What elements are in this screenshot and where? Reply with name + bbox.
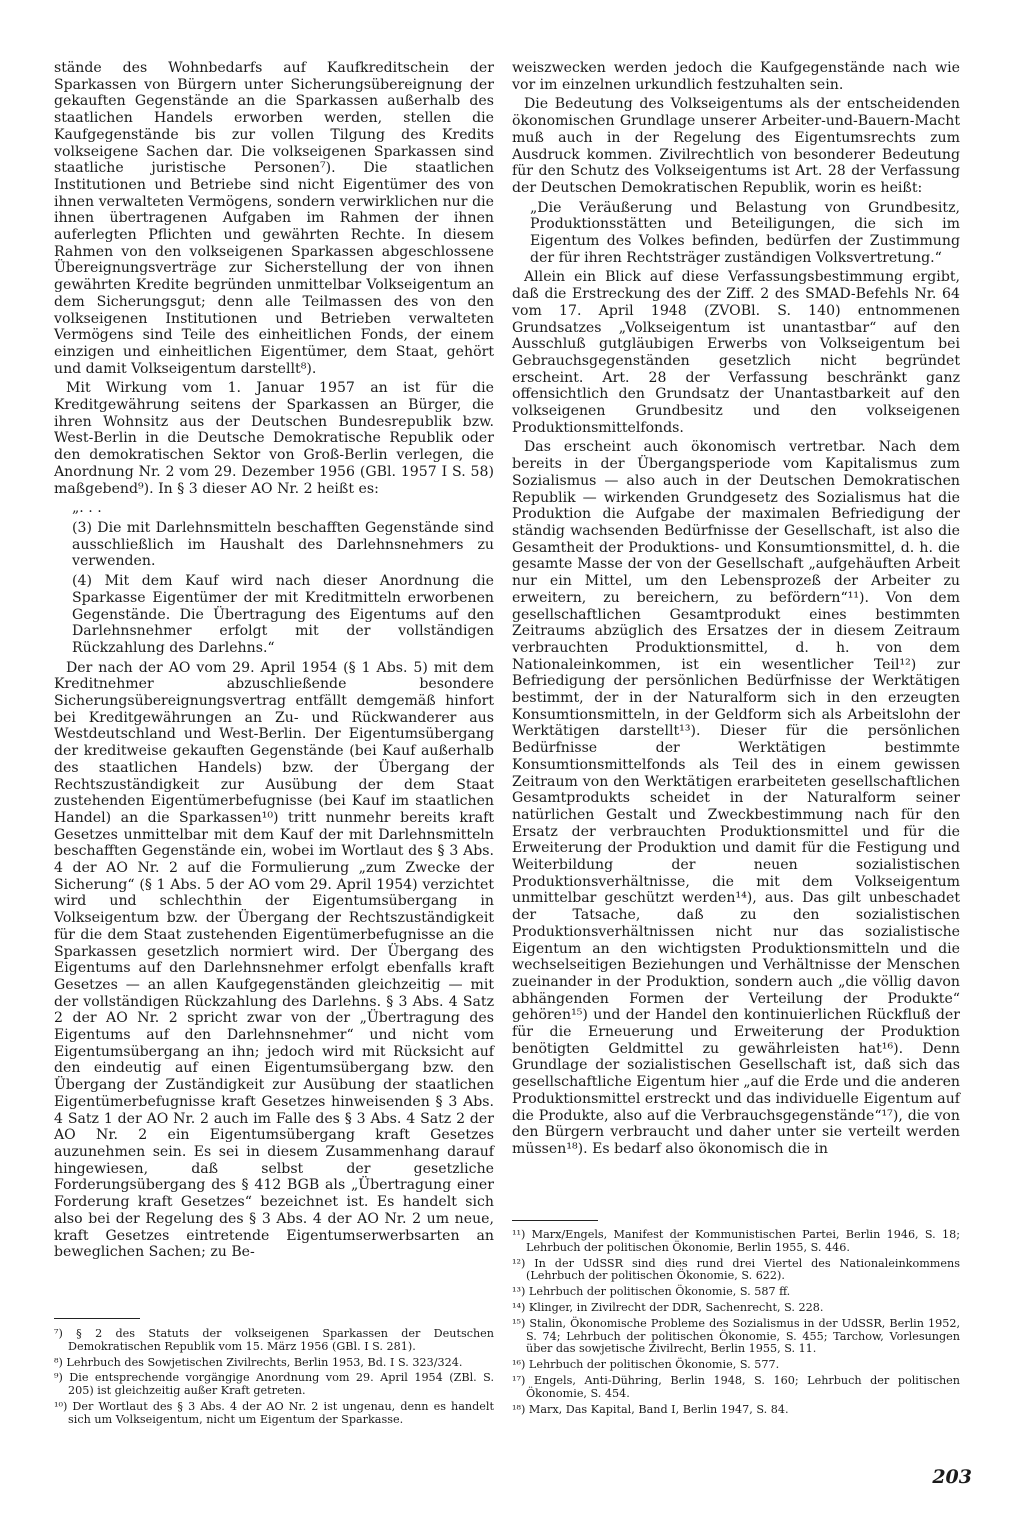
footnote-separator [54, 1318, 140, 1319]
footnote: ¹⁰) Der Wortlaut des § 3 Abs. 4 der AO Nr. 2 ist ungenau, denn es handelt sich um Volkseigentum, nicht um Eigentum der Sparkasse. [54, 1399, 494, 1426]
page-number: 203 [932, 1466, 972, 1488]
footnotes-left [54, 1328, 494, 1430]
paragraph: weiszwecken werden jedoch die Kaufgegenstände nach wie vor im einzelnen urkundlich festzuhalten sein. [512, 60, 960, 93]
footnote: ⁷) § 2 des Statuts der volkseigenen Sparkassen der Deutschen Demokratischen Republik vom 15. März 1956 (GBl. I S. 281). [54, 1327, 494, 1353]
footnote: ⁹) Die entsprechende vorgängige Anordnung vom 29. April 1954 (ZBl. S. 205) ist gleichzeitig außer Kraft getreten. [54, 1371, 494, 1398]
left-column [54, 60, 494, 1261]
right-column [512, 60, 960, 1158]
footnotes-right [512, 1229, 960, 1419]
paragraph: stände des Wohnbedarfs auf Kaufkreditschein der Sparkassen von Bürgern unter Sicherungsübereignung der gekauften Gegenstände an die Sparkassen außerhalb des staatlichen Handels erworben werden, stellen die Kaufgegenstände bis zur vollen Tilgung des Kredits volkseigene Sachen dar. Die volkseigenen Sparkassen sind staatliche juristische Personen⁷). Die staatlichen Institutionen und Betriebe sind nicht Eigentümer des von ihnen verwalteten Vermögens, sondern verwirklichen nur die ihnen übertragenen Aufgaben im Rahmen der ihnen auferlegten Pflichten und gewährten Rechte. In diesem Rahmen von den volkseigenen Sparkassen abgeschlossene Übereignungsverträge zur Sicherstellung der von ihnen gewährten Kredite begründen unmittelbar Volkseigentum an dem Sicherungsgut; denn alle Teilmassen des von den volkseigenen Institutionen und Betrieben verwalteten Vermögens sind Teile des einheitlichen Fonds, der einem einzigen und einheitlichen Eigentümer, dem Staat, gehört und damit Volkseigentum darstellt⁸). [54, 60, 494, 377]
quote-paragraph: (3) Die mit Darlehnsmitteln beschafften Gegenstände sind ausschließlich im Haushalt des Darlehnsnehmers zu verwenden. [72, 519, 494, 570]
paragraph: Der nach der AO vom 29. April 1954 (§ 1 Abs. 5) mit dem Kreditnehmer abzuschließende besondere Sicherungsübereignungsvertrag entfällt demgemäß hinfort bei Kreditgewährungen an Zu- und Rückwanderer aus Westdeutschland und West-Berlin. Der Eigentumsübergang der kreditweise gekauften Gegenstände (bei Kauf außerhalb des staatlichen Handels) bzw. der Übergang der Rechtszuständigkeit zur Ausübung der dem Staat zustehenden Eigentümerbefugnisse (bei Kauf im staatlichen Handel) an die Sparkassen¹⁰) tritt nunmehr bereits kraft Gesetzes unmittelbar mit dem Kauf der mit Darlehnsmitteln beschafften Gegenstände ein, wobei im Wortlaut des § 3 Abs. 4 der AO Nr. 2 auf die Formulierung „zum Zwecke der Sicherung“ (§ 1 Abs. 5 der AO vom 29. April 1954) verzichtet wird und schlechthin der Eigentumsübergang in Volkseigentum bzw. der Übergang der Rechtszuständigkeit für die dem Staat zustehenden Eigentümerbefugnisse an die Sparkassen gesetzlich normiert wird. Der Übergang des Eigentums auf den Darlehnsnehmer erfolgt ebenfalls kraft Gesetzes — an allen Kaufgegenständen gleichzeitig — mit der vollständigen Rückzahlung des Darlehns. § 3 Abs. 4 Satz 2 der AO Nr. 2 spricht zwar von der „Übertragung des Eigentums auf den Darlehnsnehmer“ und nicht vom Eigentumsübergang an ihn; jedoch wird mit Rücksicht auf den eindeutig auf einen Eigentumsübergang bzw. den Übergang der Zuständigkeit zur Ausübung der staatlichen Eigentümerbefugnisse kraft Gesetzes hinweisenden § 3 Abs. 4 Satz 1 der AO Nr. 2 auch im Falle des § 3 Abs. 4 Satz 2 der AO Nr. 2 ein Eigentumsübergang kraft Gesetzes auzunehmen sein. Es sei in diesem Zusammenhang darauf hingewiesen, daß selbst der gesetzliche Forderungsübergang des § 412 BGB als „Übertragung einer Forderung kraft Gesetzes“ bezeichnet ist. Es handelt sich also bei der Regelung des § 3 Abs. 4 der AO Nr. 2 um neue, kraft Gesetzes eintretende Eigentumserwerbsarten an beweglichen Sachen; zu Be- [54, 659, 494, 1261]
footnote: ⁸) Lehrbuch des Sowjetischen Zivilrechts, Berlin 1953, Bd. I S. 323/324. [54, 1355, 463, 1369]
footnote-separator [512, 1220, 598, 1221]
paragraph: Das erscheint auch ökonomisch vertretbar. Nach dem bereits in der Übergangsperiode vom Kapitalismus zum Sozialismus — also auch in der Deutschen Demokratischen Republik — wirkenden Grundgesetz des Sozialismus hat die Produktion die Aufgabe der maximalen Befriedigung der ständig wachsenden Bedürfnisse der Gesellschaft, ist also die Gesamtheit der Produktions- und Konsumtionsmittel, d. h. die gesamte Masse der von der Gesellschaft „aufgehäuften Arbeit nur ein Mittel, um den Lebensprozeß der Arbeiter zu erweitern, zu bereichern, zu befördern“¹¹). Von dem gesellschaftlichen Gesamtprodukt eines bestimmten Zeitraums abzüglich des Ersatzes der in diesem Zeitraum verbrauchten Produktionsmittel, d. h. von dem Nationaleinkommen, ist ein wesentlicher Teil¹²) zur Befriedigung der persönlichen Bedürfnisse der Werktätigen bestimmt, der in der Naturalform sich in den erzeugten Konsumtionsmitteln, in der Geldform sich als Arbeitslohn der Werktätigen darstellt¹³). Dieser für die persönlichen Bedürfnisse der Werktätigen bestimmte Konsumtionsmittelfonds als Teil des in einem gewissen Zeitraum von den Werktätigen erarbeiteten gesellschaftlichen Gesamtprodukts scheidet in der Naturalform seiner natürlichen Gestalt und Zweckbestimmung nach für den Ersatz der verbrauchten Produktionsmittel und für die Erweiterung der Produktion und damit für die Festigung und Weiterbildung der neuen sozialistischen Produktionsverhältnisse, die mit dem Volkseigentum unmittelbar geschützt werden¹⁴), aus. Das gilt unbeschadet der Tatsache, daß zu den sozialistischen Produktionsverhältnissen nicht nur das sozialistische Eigentum an den wichtigsten Produktionsmitteln und die wechselseitigen Beziehungen und Verhältnisse der Menschen zueinander in der Produktion, sondern auch „die völlig davon abhängenden Formen der Verteilung der Produkte“ gehören¹⁵) und der Handel den kontinuierlichen Rückfluß der für die Erneuerung und Erweiterung der Produktion benötigten Geldmittel zu gewährleisten hat¹⁶). Denn Grundlage der sozialistischen Gesellschaft ist, daß sich das gesellschaftliche Eigentum hier „auf die Erde und die anderen Produktionsmittel erstreckt und das individuelle Eigentum auf die Produkte, also auf die Verbrauchsgegenstände“¹⁷), die von den Bürgern verbraucht und daher unter sie verteilt werden müssen¹⁸). Es bedarf also ökonomisch die in [512, 439, 960, 1157]
paragraph: Die Bedeutung des Volkseigentums als der entscheidenden ökonomischen Grundlage unserer Arbeiter-und-Bauern-Macht muß auch in der Regelung des Eigentumsrechts zum Ausdruck kommen. Zivilrechtlich von besonderer Bedeutung für den Schutz des Volkseigentums ist Art. 28 der Verfassung der Deutschen Demokratischen Republik, worin es heißt: [512, 96, 960, 196]
footnote: ¹²) In der UdSSR sind dies rund drei Viertel des Nationaleinkommens (Lehrbuch der politischen Ökonomie, S. 622). [512, 1256, 960, 1283]
footnote: ¹³) Lehrbuch der politischen Ökonomie, S. 587 ff. [512, 1285, 791, 1299]
quote-paragraph: „Die Veräußerung und Belastung von Grundbesitz, Produktionsstätten und Beteiligungen, die sich im Eigentum des Volkes befinden, bedürfen der Zustimmung der für ihren Rechtsträger zuständigen Volksvertretung.“ [530, 199, 960, 266]
quote-ellipsis: „. . . [72, 500, 102, 517]
paragraph: Allein ein Blick auf diese Verfassungsbestimmung ergibt, daß die Erstreckung des der Ziff. 2 des SMAD-Befehls Nr. 64 vom 17. April 1948 (ZVOBl. S. 140) entnommenen Grundsatzes „Volkseigentum ist unantastbar“ auf den Ausschluß gutgläubigen Erwerbs von Volkseigentum bei Gebrauchsgegenständen gesetzlich nicht begründet erscheint. Art. 28 der Verfassung beschränkt ganz offensichtlich den Grundsatz der Unantastbarkeit auf den volkseigenen Grundbesitz und den volkseigenen Produktionsmittelfonds. [512, 269, 960, 436]
paragraph: Mit Wirkung vom 1. Januar 1957 an ist für die Kreditgewährung seitens der Sparkassen an Bürger, die ihren Wohnsitz aus der Deutschen Bundesrepublik bzw. West-Berlin in die Deutsche Demokratische Republik oder den demokratischen Sektor von Groß-Berlin verlegen, die Anordnung Nr. 2 vom 29. Dezember 1956 (GBl. 1957 I S. 58) maßgebend⁹). In § 3 dieser AO Nr. 2 heißt es: [54, 380, 494, 497]
quote-paragraph: (4) Mit dem Kauf wird nach dieser Anordnung die Sparkasse Eigentümer der mit Kreditmitteln erworbenen Gegenstände. Die Übertragung des Eigentums auf den Darlehnsnehmer erfolgt mit der vollständigen Rückzahlung des Darlehns.“ [72, 573, 494, 656]
footnote: ¹⁶) Lehrbuch der politischen Ökonomie, S. 577. [512, 1358, 780, 1372]
footnote: ¹⁵) Stalin, Ökonomische Probleme des Sozialismus in der UdSSR, Berlin 1952, S. 74; Lehrbuch der politischen Ökonomie, S. 455; Tarchow, Vorlesungen über das sowjetische Zivilrecht, Berlin 1955, S. 11. [512, 1316, 960, 1356]
footnote: ¹⁴) Klinger, in Zivilrecht der DDR, Sachenrecht, S. 228. [512, 1300, 824, 1314]
footnote: ¹¹) Marx/Engels, Manifest der Kommunistischen Partei, Berlin 1946, S. 18; Lehrbuch der politischen Ökonomie, Berlin 1955, S. 446. [512, 1228, 960, 1254]
footnote: ¹⁸) Marx, Das Kapital, Band I, Berlin 1947, S. 84. [512, 1402, 789, 1416]
footnote: ¹⁷) Engels, Anti-Dühring, Berlin 1948, S. 160; Lehrbuch der politischen Ökonomie, S. 454. [512, 1373, 960, 1400]
